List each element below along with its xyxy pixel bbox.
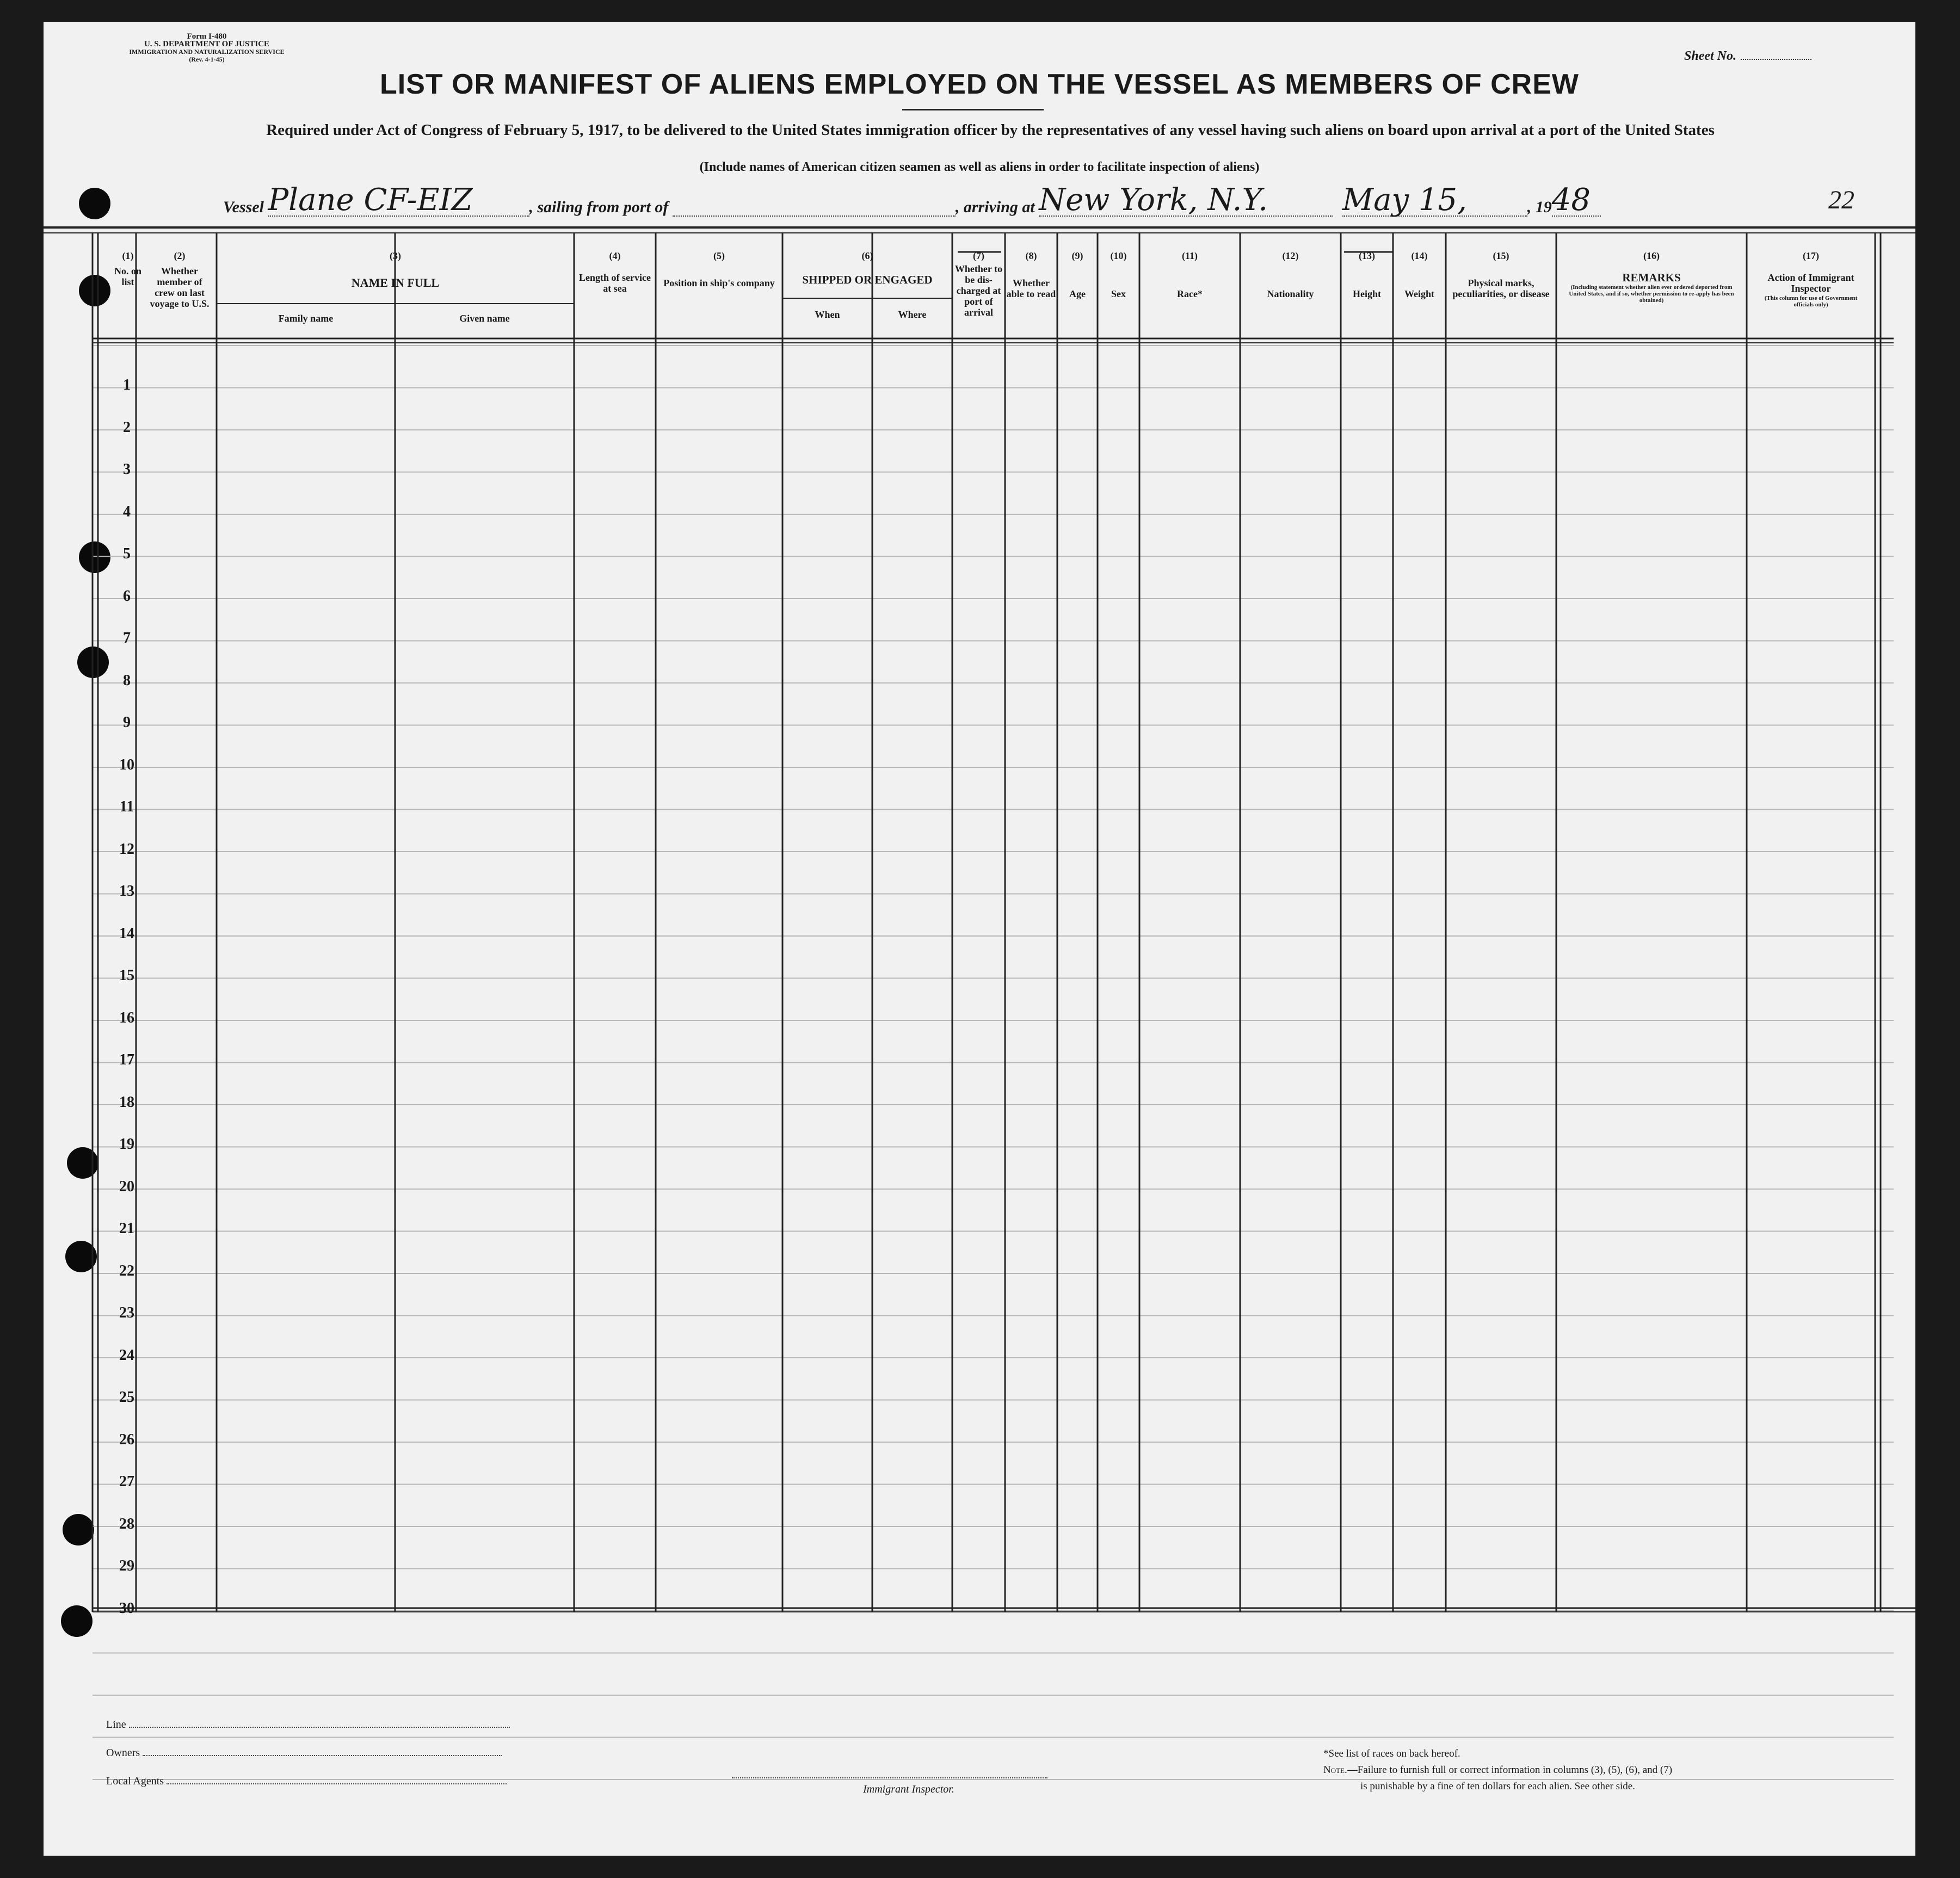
- row-number: 16: [119, 1009, 134, 1026]
- race-note: *See list of races on back hereof.: [1323, 1748, 1460, 1759]
- form-subtitle: Required under Act of Congress of February 5, 1917, to be delivered to the United States immigration officer by the representatives of any vessel having such aliens on board upon arrival at a port of the United States: [266, 121, 1715, 139]
- row-number: 22: [119, 1262, 134, 1279]
- row-number: 20: [119, 1178, 134, 1195]
- note-label: Note.: [1323, 1764, 1347, 1776]
- form-revision: (Rev. 4-1-45): [189, 56, 225, 63]
- col6-header: (6) SHIPPED OR ENGAGED: [802, 250, 933, 286]
- arriving-port-field[interactable]: New York, N.Y.: [1039, 185, 1333, 217]
- col10-header: (10) Sex: [1110, 250, 1127, 299]
- col5-header: (5) Position in ship's company: [663, 250, 775, 288]
- col8-header: (8) Whether able to read: [1006, 250, 1056, 299]
- col3-header: (3) NAME IN FULL: [351, 250, 440, 290]
- row-number: 26: [119, 1431, 134, 1448]
- col15-header: (15) Physical marks, peculiarities, or disease: [1452, 250, 1550, 299]
- col9-header: (9) Age: [1069, 250, 1086, 299]
- col14-header: (14) Weight: [1404, 250, 1434, 299]
- col4-header: (4) Length of service at sea: [579, 250, 651, 294]
- row-number: 29: [119, 1557, 134, 1574]
- row-number: 8: [123, 672, 131, 689]
- row-number: 14: [119, 925, 134, 942]
- col1-header: (1) No. on list: [114, 250, 142, 287]
- col2-header: (2) Whether member of crew on last voyage to U.S.: [150, 250, 209, 309]
- row-number: 28: [119, 1515, 134, 1532]
- row-number: 1: [123, 377, 131, 393]
- row-number: 18: [119, 1093, 134, 1111]
- row-number: 25: [119, 1389, 134, 1406]
- col7-header: (7) Whether to be dis-charged at port of arrival: [954, 250, 1003, 318]
- row-number: 3: [123, 461, 131, 478]
- manifest-sheet: [44, 22, 1915, 1856]
- col11-header: (11) Race*: [1177, 250, 1203, 299]
- row-number: 9: [123, 714, 131, 731]
- col12-header: (12) Nationality: [1267, 250, 1314, 299]
- sailing-label: , sailing from port of: [529, 198, 669, 216]
- line-label: Line: [106, 1719, 126, 1731]
- row-number: 7: [123, 630, 131, 646]
- arrival-date-field[interactable]: May 15,: [1342, 185, 1527, 217]
- vessel-field[interactable]: Plane CF-EIZ: [268, 185, 529, 217]
- row-number: 21: [119, 1220, 134, 1237]
- note-text: —Failure to furnish full or correct information in columns (3), (5), (6), and (7): [1347, 1764, 1673, 1776]
- row-number: 24: [119, 1346, 134, 1364]
- row-number: 27: [119, 1473, 134, 1490]
- penalty-note: [1323, 1764, 1672, 1776]
- row-number: 11: [119, 798, 134, 815]
- row-number: 10: [119, 756, 134, 773]
- form-title: LIST OR MANIFEST OF ALIENS EMPLOYED ON THE VESSEL AS MEMBERS OF CREW: [380, 69, 1579, 100]
- arriving-label: , arriving at: [955, 198, 1035, 216]
- row-number: 5: [123, 545, 131, 562]
- vessel-label: Vessel: [223, 198, 264, 216]
- department-name: U. S. DEPARTMENT OF JUSTICE: [144, 40, 270, 48]
- given-name-header: Given name: [459, 313, 510, 324]
- penalty-note-2: is punishable by a fine of ten dollars for each alien. See other side.: [1360, 1781, 1635, 1792]
- footer-agents-field[interactable]: [106, 1775, 507, 1788]
- row-number: 23: [119, 1304, 134, 1321]
- family-name-header: Family name: [278, 313, 334, 324]
- row-number: 4: [123, 503, 131, 520]
- shipped-when-header: When: [815, 309, 840, 320]
- form-number: Form I-480: [187, 32, 227, 41]
- row-number: 6: [123, 587, 131, 605]
- shipped-where-header: Where: [898, 309, 927, 320]
- owners-label: Owners: [106, 1747, 140, 1759]
- row-number: 15: [119, 967, 134, 984]
- row-number: 12: [119, 840, 134, 858]
- col17-header: (17) Action of Immigrant Inspector (This column for use of Government officials only): [1764, 250, 1858, 308]
- agents-label: Local Agents: [106, 1775, 164, 1787]
- footer-line-field[interactable]: [106, 1719, 510, 1731]
- row-number: 17: [119, 1051, 134, 1068]
- sheet-number-label: Sheet No.: [1684, 49, 1736, 63]
- service-name: IMMIGRATION AND NATURALIZATION SERVICE: [129, 48, 285, 56]
- col13-header: (13) Height: [1353, 250, 1381, 299]
- form-subnote: (Include names of American citizen seamen as well as aliens in order to facilitate inspection of aliens): [699, 160, 1260, 174]
- year-prefix: , 19: [1527, 198, 1552, 216]
- footer-owners-field[interactable]: [106, 1747, 502, 1759]
- row-number: 19: [119, 1136, 134, 1153]
- inspector-label: Immigrant Inspector.: [863, 1783, 954, 1795]
- page-number: 22: [1828, 186, 1854, 214]
- inspector-signature-field[interactable]: [732, 1771, 1053, 1796]
- row-number: 2: [123, 418, 131, 436]
- year-field[interactable]: 48: [1552, 185, 1601, 217]
- row-number: 30: [119, 1599, 134, 1617]
- col16-header: (16) REMARKS (Including statement whether alien ever ordered deported from United States, and if so, whether permission to re-apply has been obtained): [1569, 250, 1734, 304]
- row-number: 13: [119, 883, 134, 900]
